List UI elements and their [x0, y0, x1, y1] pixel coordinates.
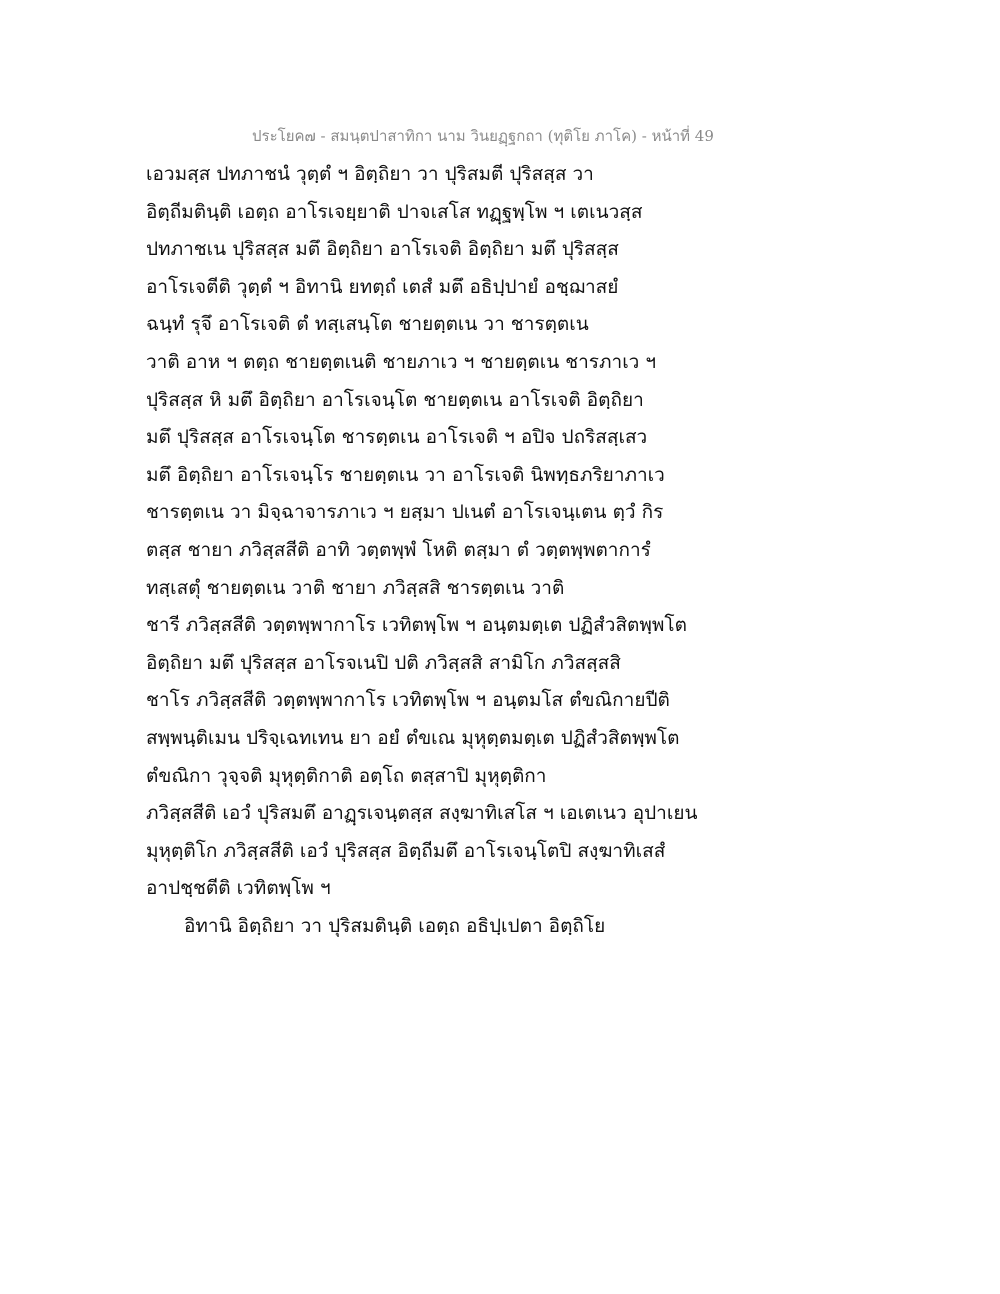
text-line: ชารตฺตเน วา มิจฺฉาจารภาเว ฯ ยสฺมา ปเนตํ อาโรเจนฺเตน ตฺวํ กิร	[146, 501, 664, 524]
text-line: ภวิสฺสสีติ เอวํ ปุริสมตึ อาฏฺรเจนฺตสฺส สงฺฆาทิเสโส ฯ เอเตเนว อุปาเยน	[146, 802, 698, 825]
text-line: ชารี ภวิสฺสสีติ วตฺตพฺพากาโร เวทิตพฺโพ ฯ อนฺตมตฺเต ปฏิสํวสิตพฺพโต	[146, 614, 687, 637]
text-line: ทสฺเสตุํ ชายตฺตเน วาติ ชายา ภวิสฺสสิ ชารตฺตเน วาติ	[146, 576, 565, 599]
text-line: ปทภาชเน ปุริสสฺส มตึ อิตฺถิยา อาโรเจติ อิตฺถิยา มตึ ปุริสสฺส	[146, 238, 619, 261]
text-line: ตํขณิกา วุจฺจติ มุหุตฺติกาติ อตฺโถ ตสฺสาปิ มุหุตฺติกา	[146, 764, 547, 787]
text-line: มตึ ปุริสสฺส อาโรเจนฺโต ชารตฺตเน อาโรเจติ ฯ อปิจ ปถริสสฺเสว	[146, 426, 648, 449]
running-header: ประโยค๗ - สมนฺตปาสาทิกา นาม วินยฏฺฐกถา (ทุติโย ภาโค) - หน้าที่ 49	[252, 127, 714, 145]
text-line: อิตฺถิยา มตึ ปุริสสฺส อาโรจเนปิ ปติ ภวิสฺสสิ สามิโก ภวิสสฺสสิ	[146, 651, 621, 674]
text-line: วาติ อาห ฯ ตตฺถ ชายตฺตเนติ ชายภาเว ฯ ชายตฺตเน ชารภาเว ฯ	[146, 350, 657, 373]
text-line: สพฺพนฺติเมน ปริจฺเฉทเทน ยา อยํ ตํขเณ มุหุตฺตมตฺเต ปฏิสํวสิตพฺพโต	[146, 726, 680, 749]
text-line-indented: อิทานิ อิตฺถิยา วา ปุริสมตินฺติ เอตฺถ อธิปฺเปตา อิตฺถิโย	[184, 914, 606, 937]
text-line: มตึ อิตฺถิยา อาโรเจนฺโร ชายตฺตเน วา อาโรเจติ นิพทฺธภริยาภาเว	[146, 463, 665, 486]
text-line: เอวมสฺส ปทภาชนํ วุตฺตํ ฯ อิตฺถิยา วา ปุริสมตี ปุริสสฺส วา	[146, 163, 594, 185]
text-line: ตสฺส ชายา ภวิสฺสสีติ อาทิ วตฺตพฺพํ โหติ ตสฺมา ตํ วตฺตพฺพตาการํ	[146, 538, 651, 561]
text-line: อาปชฺชตีติ เวทิตพฺโพ ฯ	[146, 877, 331, 900]
text-line: มุหุตฺติโก ภวิสฺสสีติ เอวํ ปุริสสฺส อิตฺถีมตึ อาโรเจนฺโตปิ สงฺฆาทิเสสํ	[146, 839, 666, 862]
text-line: อาโรเจตีติ วุตฺตํ ฯ อิทานิ ยทตฺถํ เตสํ มตึ อธิปฺปายํ อชฺฌาสยํ	[146, 275, 619, 298]
text-line: อิตฺถีมตินฺติ เอตฺถ อาโรเจยฺยาติ ปาจเสโส ทฏฺฐพฺโพ ฯ เตเนวสฺส	[146, 200, 643, 223]
text-line: ฉนฺทํ รุจึ อาโรเจติ ตํ ทสฺเสนฺโต ชายตฺตเน วา ชารตฺตเน	[146, 313, 589, 336]
body-text	[146, 156, 766, 945]
text-line: ชาโร ภวิสฺสสีติ วตฺตพฺพากาโร เวทิตพฺโพ ฯ อนฺตมโส ตํขณิกายปีติ	[146, 689, 670, 712]
text-line: ปุริสสฺส หิ มตึ อิตฺถิยา อาโรเจนฺโต ชายตฺตเน อาโรเจติ อิตฺถิยา	[146, 388, 644, 411]
